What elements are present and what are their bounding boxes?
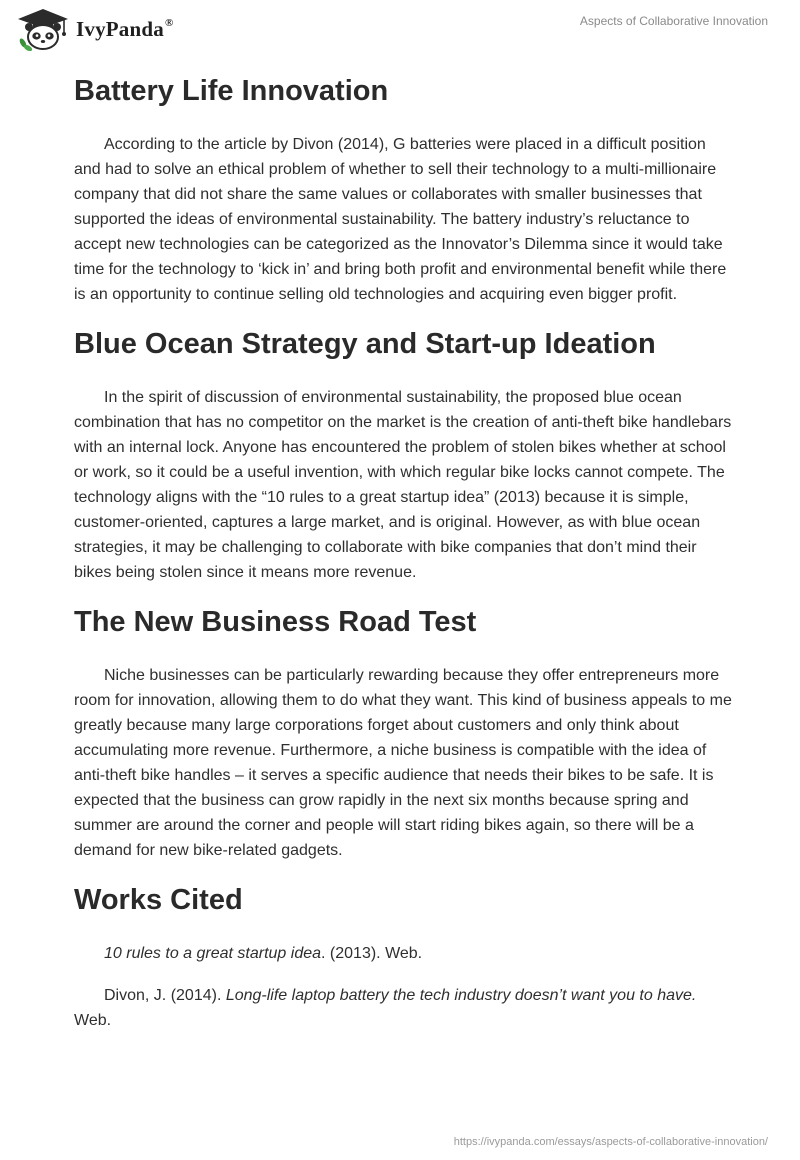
citation-entry: Divon, J. (2014). Long-life laptop battery the tech industry doesn’t want you to have. Web. [74,987,697,1029]
section-paragraph: In the spirit of discussion of environmental sustainability, the proposed blue ocean combination that has no competitor on the market is the creation of anti-theft bike handlebars with an internal lock. Anyone has encountered the problem of stolen bikes whether at school or work, so it could be a useful invention, with which regular bike locks cannot compete. The technology aligns with the “10 rules to a great startup idea” (2013) because it is simple, customer-oriented, captures a large market, and is original. However, as with blue ocean strategies, it may be challenging to collaborate with bike companies that don’t mind their bikes being stolen since it means more revenue. [74,389,732,581]
works-cited-heading: Works Cited [74,884,243,916]
citation-entry: 10 rules to a great startup idea. (2013). Web. [104,945,423,962]
section-works-cited [74,881,734,1033]
panda-graduate-icon [14,7,72,51]
section-heading: Battery Life Innovation [74,75,389,107]
section-paragraph: Niche businesses can be particularly rewarding because they offer entrepreneurs more room for innovation, allowing them to do what they want. This kind of business appeals to me greatly because many large corporations forget about customers and only think about accumulating more revenue. Furthermore, a niche business is compatible with the idea of anti-theft bike handles – it serves a specific audience that needs their bikes to be safe. It is expected that the business can grow rapidly in the next six months because spring and summer are around the corner and people will start riding bikes again, so there will be a demand for new bike-related gadgets. [74,667,732,859]
section-heading: The New Business Road Test [74,606,477,638]
section-blue-ocean [74,325,734,585]
running-title: Aspects of Collaborative Innovation [579,14,768,28]
section-road-test [74,603,734,863]
source-url[interactable]: https://ivypanda.com/essays/aspects-of-collaborative-innovation/ [453,1136,768,1148]
ivypanda-logo[interactable] [14,7,173,51]
brand-name: IvyPanda® [76,16,174,41]
section-paragraph: According to the article by Divon (2014), G batteries were placed in a difficult position and had to solve an ethical problem of whether to sell their technology to a multi-millionaire company that did not share the same values or collaborates with smaller businesses that supported the ideas of environmental sustainability. The battery industry’s reluctance to accept new technologies can be categorized as the Innovator’s Dilemma since it would take time for the technology to ‘kick in’ and bring both profit and environmental benefit while there is an opportunity to continue selling old technologies and acquiring even bigger profit. [74,136,727,303]
essay-content [74,72,734,1050]
section-heading: Blue Ocean Strategy and Start-up Ideation [74,328,656,360]
page-header [0,0,800,60]
section-battery-life [74,72,734,307]
